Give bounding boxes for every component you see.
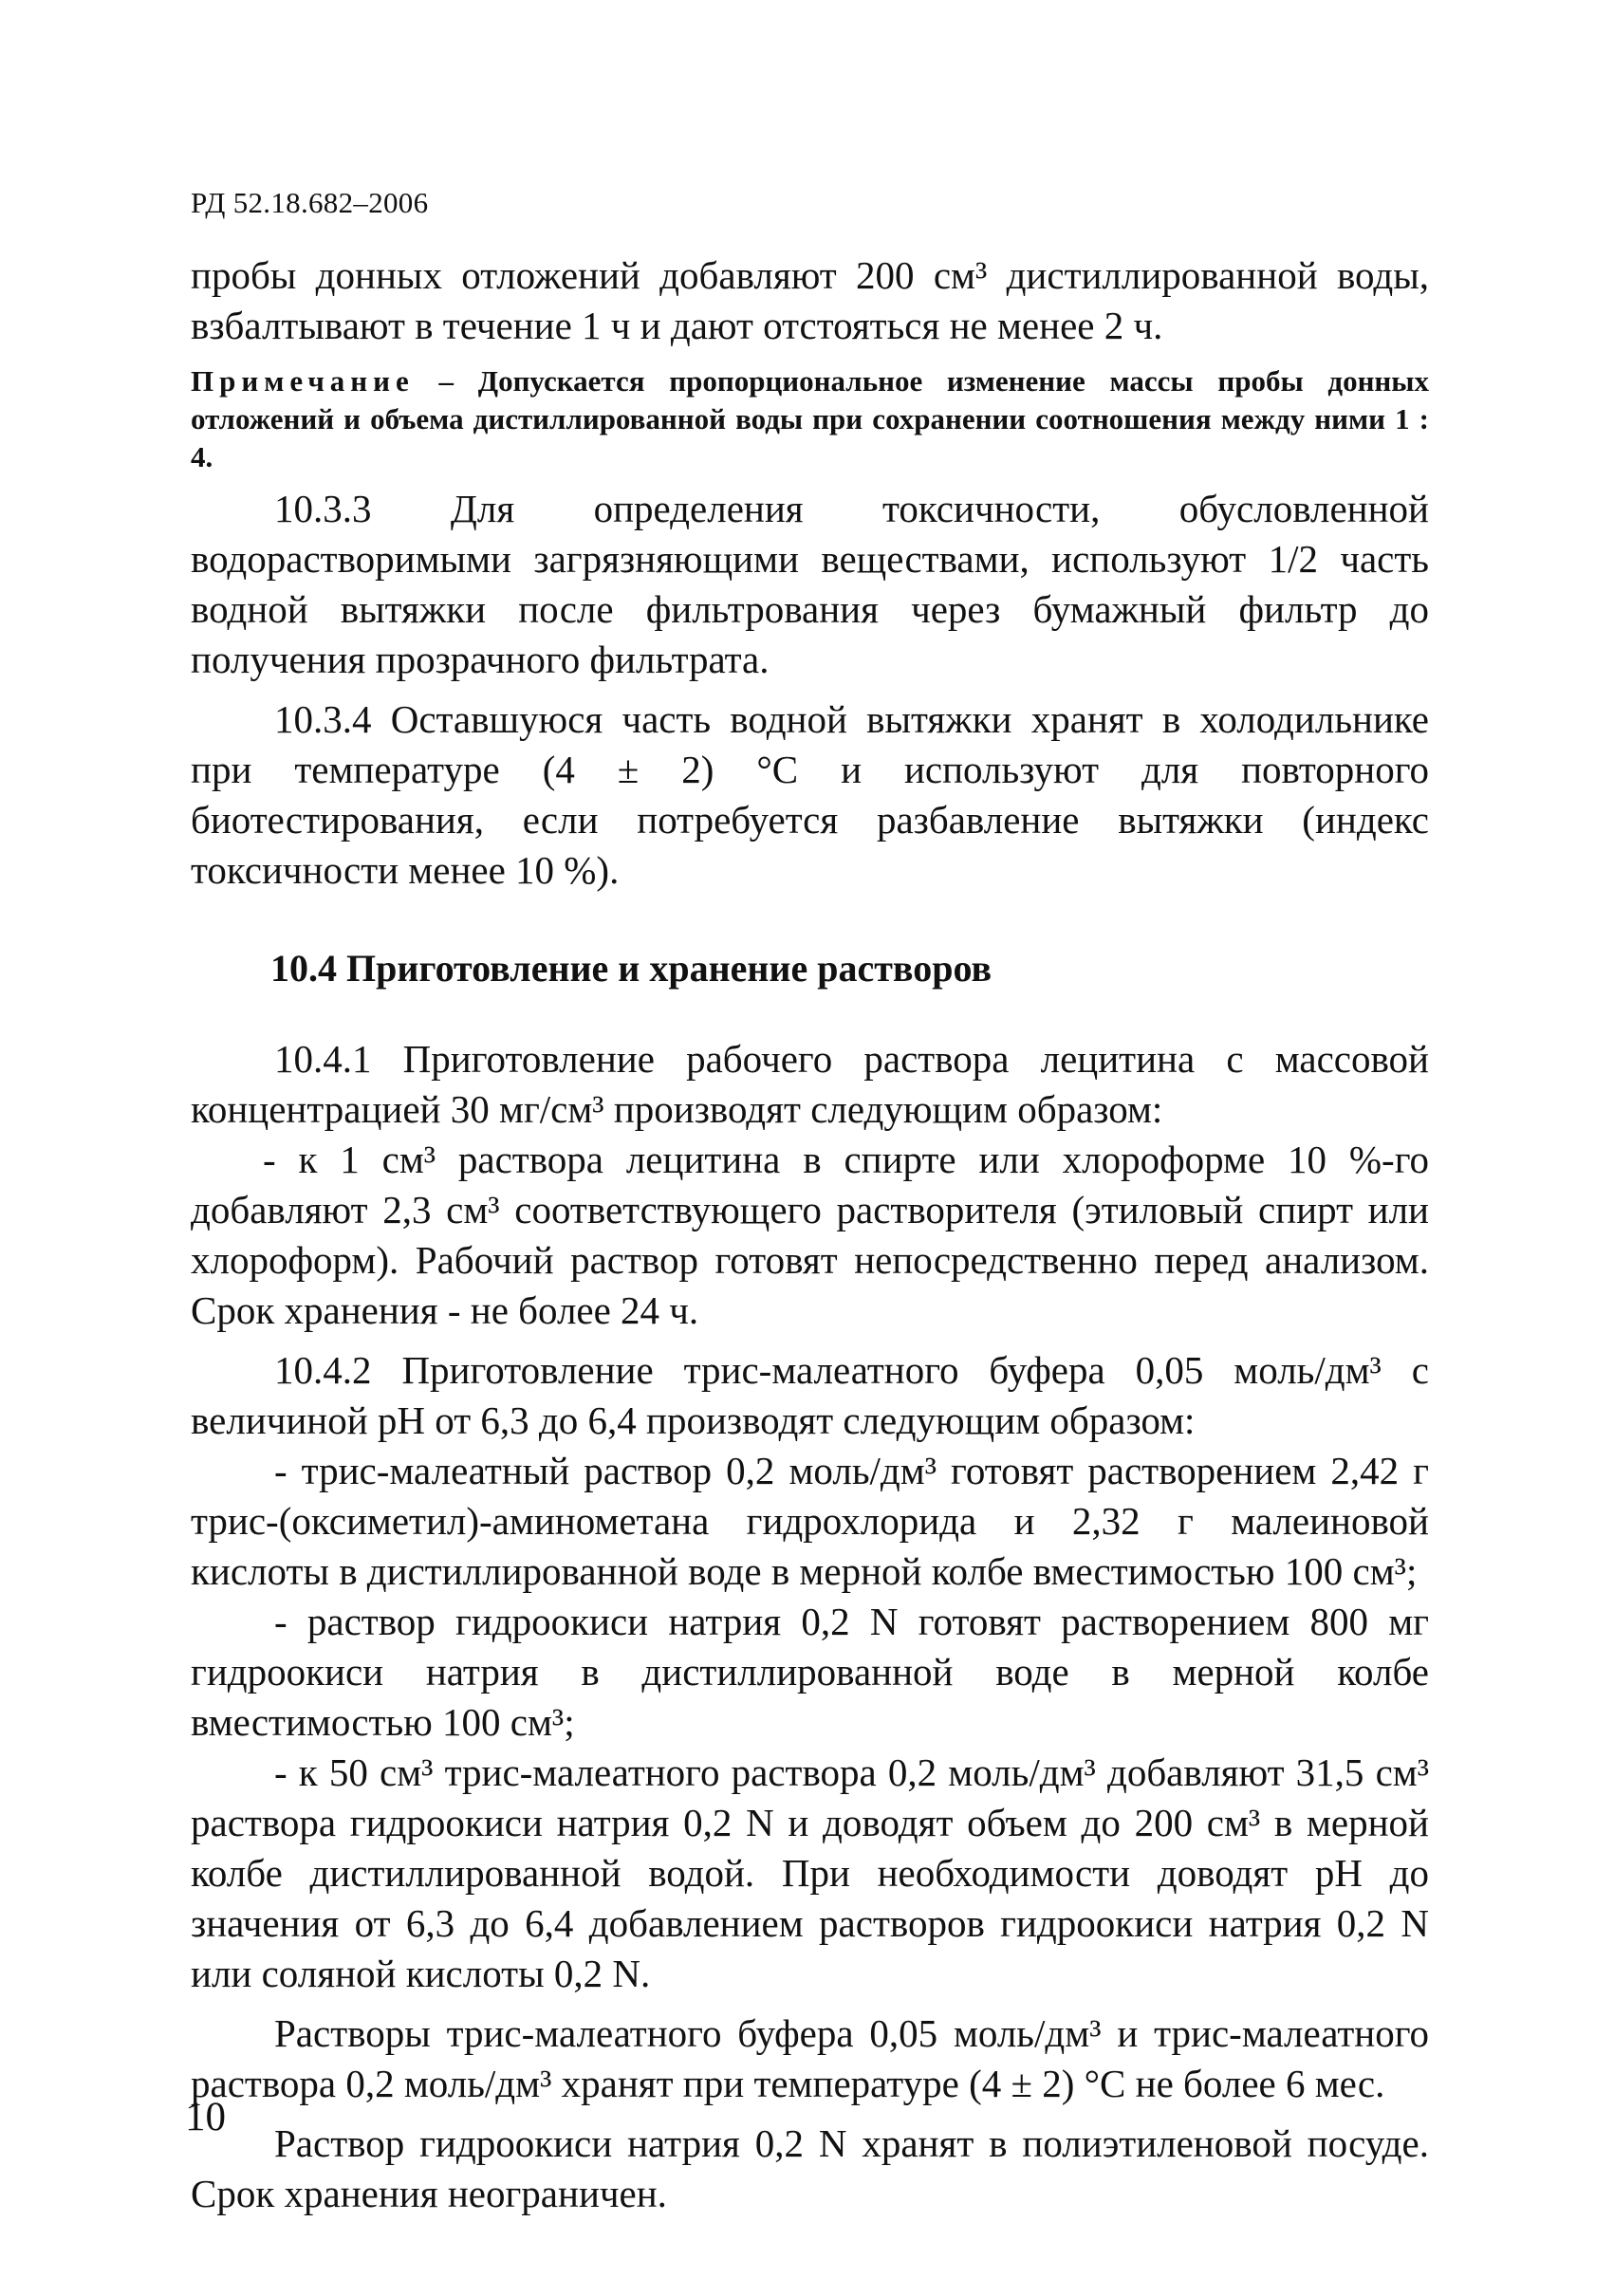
list-item-sodium-hydroxide: - раствор гидроокиси натрия 0,2 N готовят растворением 800 мг гидроокиси натрия в дистиллированной воде в мерной колбе вместимостью 100 см³; [191,1600,1429,1744]
paragraph-10-3-4: 10.3.4 Оставшуюся часть водной вытяжки хранят в холодильнике при температуре (4 ± 2) °С и используют для повторного биотестирования, если потребуется разбавление вытяжки (индекс токсичности менее 10 %). [191,697,1429,892]
paragraph-continuation: пробы донных отложений добавляют 200 см³ дистиллированной воды, взбалтывают в течение 1 ч и дают отстояться не менее 2 ч. [191,253,1429,347]
list-item-lecithin: - к 1 см³ раствора лецитина в спирте или хлороформе 10 %-го добавляют 2,3 см³ соответствующего растворителя (этиловый спирт или хлороформ). Рабочий раствор готовят непосредственно перед анализом. Срок хранения - не более 24 ч. [191,1138,1429,1332]
note-label: Примечание [191,364,415,398]
paragraph-10-4-1: 10.4.1 Приготовление рабочего раствора лецитина с массовой концентрацией 30 мг/см³ производят следующим образом: [191,1037,1429,1131]
paragraph-storage-naoh: Раствор гидроокиси натрия 0,2 N хранят в полиэтиленовой посуде. Срок хранения неограничен. [191,2121,1429,2215]
page-body [191,250,1429,2219]
note-block [191,362,1429,476]
note-text: – Допускается пропорциональное изменение массы пробы донных отложений и объема дистиллированной воды при сохранении соотношения между ними 1 : 4. [191,364,1429,473]
page-number: 10 [185,2095,226,2139]
paragraph-10-4-2: 10.4.2 Приготовление трис-малеатного буфера 0,05 моль/дм³ с величиной рН от 6,3 до 6,4 производят следующим образом: [191,1348,1429,1442]
paragraph-10-3-3: 10.3.3 Для определения токсичности, обусловленной водорастворимыми загрязняющими веществами, используют 1/2 часть водной вытяжки после фильтрования через бумажный фильтр до получения прозрачного фильтрата. [191,487,1429,681]
paragraph-storage-buffers: Растворы трис-малеатного буфера 0,05 моль/дм³ и трис-малеатного раствора 0,2 моль/дм³ хранят при температуре (4 ± 2) °С не более 6 мес. [191,2011,1429,2105]
list-item-tris-maleate: - трис-малеатный раствор 0,2 моль/дм³ готовят растворением 2,42 г трис-(оксиметил)-аминометана гидрохлорида и 2,32 г малеиновой кислоты в дистиллированной воде в мерной колбе вместимостью 100 см³; [191,1449,1429,1593]
list-item-buffer-mix: - к 50 см³ трис-малеатного раствора 0,2 моль/дм³ добавляют 31,5 см³ раствора гидроокиси натрия 0,2 N и доводят объем до 200 см³ в мерной колбе дистиллированной водой. При необходимости доводят рН до значения от 6,3 до 6,4 добавлением растворов гидроокиси натрия 0,2 N или соляной кислоты 0,2 N. [191,1750,1429,1995]
document-code-header: РД 52.18.682–2006 [191,186,429,219]
section-heading-10-4: 10.4 Приготовление и хранение растворов [270,947,993,990]
